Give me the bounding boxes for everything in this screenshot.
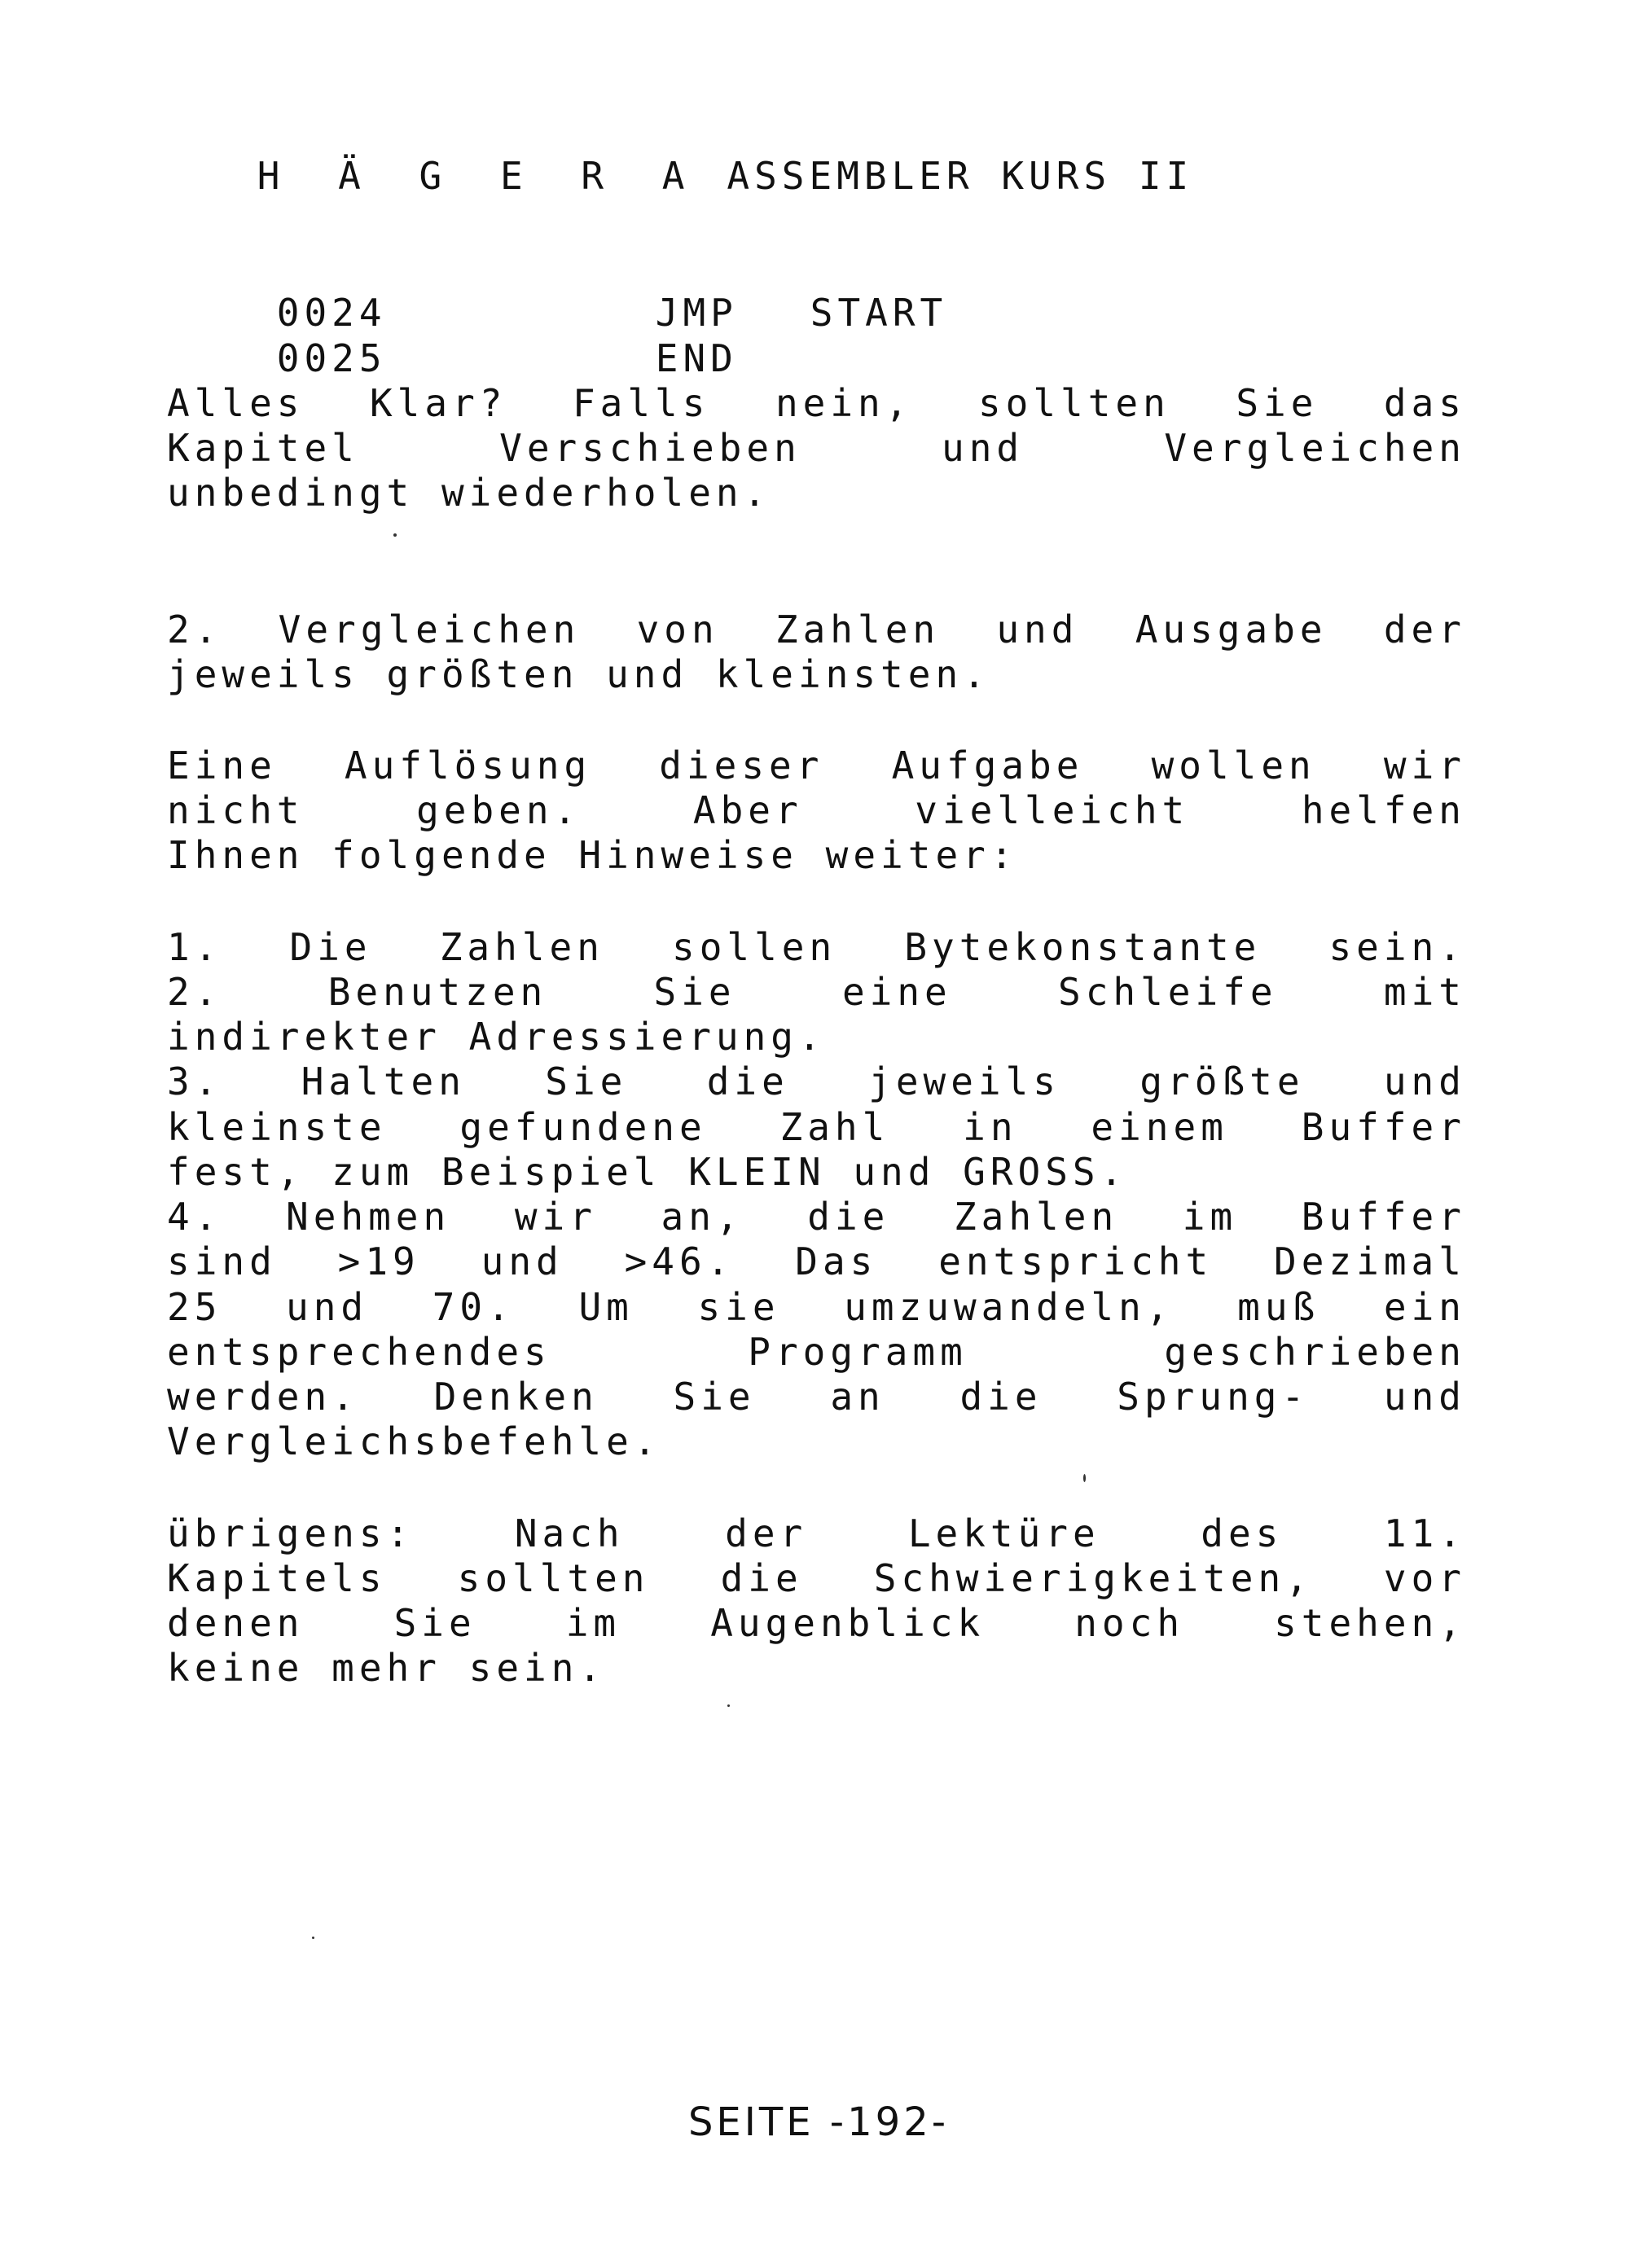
word: vor	[1383, 1556, 1466, 1600]
scan-speck	[393, 533, 397, 537]
word: Halten	[301, 1059, 466, 1103]
word: Schwierigkeiten,	[873, 1556, 1313, 1600]
word: Zahl	[779, 1105, 890, 1149]
word: Zahlen	[775, 608, 941, 651]
word: sollen	[672, 925, 837, 969]
word: 1.	[167, 925, 222, 969]
word: Kapitels	[167, 1556, 387, 1600]
word: und	[1383, 1375, 1466, 1419]
word: der	[1383, 608, 1466, 651]
word: >19	[337, 1239, 420, 1283]
word: werden.	[167, 1375, 359, 1419]
word: 2.	[167, 608, 222, 651]
word: Buffer	[1301, 1105, 1466, 1149]
hint-line	[167, 1059, 1466, 1104]
word: sollten	[457, 1556, 650, 1600]
word: an	[830, 1375, 885, 1419]
text-line: Ihnen folgende Hinweise weiter:	[167, 833, 1018, 877]
word: 25	[167, 1285, 222, 1329]
word: wir	[1383, 744, 1466, 787]
word: die	[959, 1375, 1043, 1419]
word: denen	[167, 1601, 305, 1645]
word: Klar?	[369, 381, 507, 425]
section-heading-line	[167, 607, 1466, 652]
word: sollten	[977, 381, 1170, 425]
word: im	[1182, 1195, 1238, 1239]
word: Zahlen	[953, 1195, 1119, 1239]
word: Um	[578, 1285, 634, 1329]
word: Buffer	[1301, 1195, 1466, 1239]
code-opcode: END	[655, 336, 738, 380]
hint-line	[167, 1104, 1466, 1150]
word: Falls	[572, 381, 710, 425]
word: geben.	[416, 788, 582, 832]
code-operand: START	[810, 291, 948, 335]
code-opcode: JMP	[655, 291, 738, 335]
word: wollen	[1151, 744, 1316, 787]
word: 4.	[167, 1195, 222, 1239]
word: und	[481, 1239, 564, 1283]
word: nicht	[167, 788, 305, 832]
hint-line	[167, 1194, 1466, 1239]
section-heading-line: jeweils größten und kleinsten.	[167, 652, 990, 696]
word: Sie	[393, 1601, 476, 1645]
word: helfen	[1301, 788, 1466, 832]
word: Alles	[167, 381, 305, 425]
word: 2.	[167, 970, 222, 1014]
hint-line: fest, zum Beispiel KLEIN und GROSS.	[167, 1150, 1128, 1194]
word: die	[706, 1059, 789, 1103]
text-line	[167, 425, 1466, 471]
word: Eine	[167, 744, 277, 787]
hint-line	[167, 1284, 1466, 1330]
word: vielleicht	[915, 788, 1190, 832]
word: nein,	[775, 381, 913, 425]
word: Programm	[748, 1330, 968, 1374]
word: entsprechendes	[167, 1330, 551, 1374]
word: Aber	[692, 788, 803, 832]
code-line-number: 0025	[276, 336, 387, 380]
word: sein.	[1328, 925, 1466, 969]
hint-line	[167, 1329, 1466, 1375]
word: stehen,	[1274, 1601, 1466, 1645]
word: größte	[1139, 1059, 1305, 1103]
text-line	[167, 380, 1466, 426]
scan-speck	[312, 1937, 314, 1939]
word: entspricht	[938, 1239, 1214, 1283]
word: der	[725, 1511, 808, 1555]
hint-line: indirekter Adressierung.	[167, 1015, 826, 1059]
word: 70.	[432, 1285, 515, 1329]
hint-line	[167, 1374, 1466, 1419]
hint-line	[167, 1239, 1466, 1284]
text-line	[167, 743, 1466, 788]
word: Benutzen	[327, 970, 548, 1014]
word: das	[1383, 381, 1466, 425]
word: muß	[1237, 1285, 1320, 1329]
word: Nehmen	[286, 1195, 451, 1239]
word: geschrieben	[1164, 1330, 1466, 1374]
word: Bytekonstante	[904, 925, 1262, 969]
scan-speck	[1083, 1474, 1086, 1482]
word: umzuwandeln,	[844, 1285, 1174, 1329]
word: Sie	[1236, 381, 1319, 425]
word: mit	[1383, 970, 1466, 1014]
word: im	[565, 1601, 621, 1645]
word: dieser	[659, 744, 824, 787]
word: Sie	[653, 970, 736, 1014]
word: die	[720, 1556, 803, 1600]
word: kleinste	[167, 1105, 387, 1149]
word: Kapitel	[167, 426, 359, 470]
word: und	[286, 1285, 369, 1329]
hint-line	[167, 969, 1466, 1015]
word: übrigens:	[167, 1511, 415, 1555]
code-line-number: 0024	[276, 291, 387, 335]
word: von	[636, 608, 719, 651]
course-title: ASSEMBLER KURS II	[727, 154, 1194, 198]
word: jeweils	[868, 1059, 1060, 1103]
text-line	[167, 787, 1466, 833]
word: 3.	[167, 1059, 222, 1103]
word: eine	[841, 970, 952, 1014]
word: Dezimal	[1274, 1239, 1466, 1283]
word: Die	[289, 925, 372, 969]
text-line: unbedingt wiederholen.	[167, 471, 771, 515]
word: Sie	[673, 1375, 756, 1419]
word: die	[807, 1195, 890, 1239]
word: Sprung-	[1117, 1375, 1310, 1419]
word: Auflösung	[344, 744, 592, 787]
word: gefundene	[459, 1105, 707, 1149]
word: noch	[1074, 1601, 1185, 1645]
word: Lektüre	[907, 1511, 1100, 1555]
word: und	[996, 608, 1079, 651]
word: Ausgabe	[1135, 608, 1328, 651]
text-line: keine mehr sein.	[167, 1646, 607, 1690]
document-header	[167, 107, 1193, 244]
word: 11.	[1383, 1511, 1466, 1555]
brand-name: H Ä G E R A	[257, 154, 703, 198]
word: Aufgabe	[891, 744, 1084, 787]
word: sind	[167, 1239, 277, 1283]
text-line	[167, 1511, 1466, 1556]
word: wir	[514, 1195, 597, 1239]
word: des	[1201, 1511, 1284, 1555]
hint-line: Vergleichsbefehle.	[167, 1419, 661, 1463]
word: Sie	[545, 1059, 628, 1103]
scan-speck	[727, 1704, 730, 1707]
word: Zahlen	[439, 925, 604, 969]
page-number: SEITE -192-	[687, 2099, 950, 2145]
word: Das	[795, 1239, 878, 1283]
word: Augenblick	[710, 1601, 986, 1645]
word: >46.	[624, 1239, 735, 1283]
word: einem	[1091, 1105, 1228, 1149]
word: Schleife	[1058, 970, 1278, 1014]
word: Vergleichen	[278, 608, 581, 651]
hint-line	[167, 924, 1466, 970]
word: ein	[1383, 1285, 1466, 1329]
word: Denken	[433, 1375, 599, 1419]
word: Verschieben	[499, 426, 801, 470]
text-line	[167, 1600, 1466, 1646]
word: sie	[697, 1285, 780, 1329]
word: und	[1383, 1059, 1466, 1103]
word: an,	[661, 1195, 744, 1239]
word: und	[942, 426, 1025, 470]
word: in	[963, 1105, 1018, 1149]
word: Nach	[514, 1511, 625, 1555]
word: Vergleichen	[1164, 426, 1466, 470]
text-line	[167, 1555, 1466, 1601]
